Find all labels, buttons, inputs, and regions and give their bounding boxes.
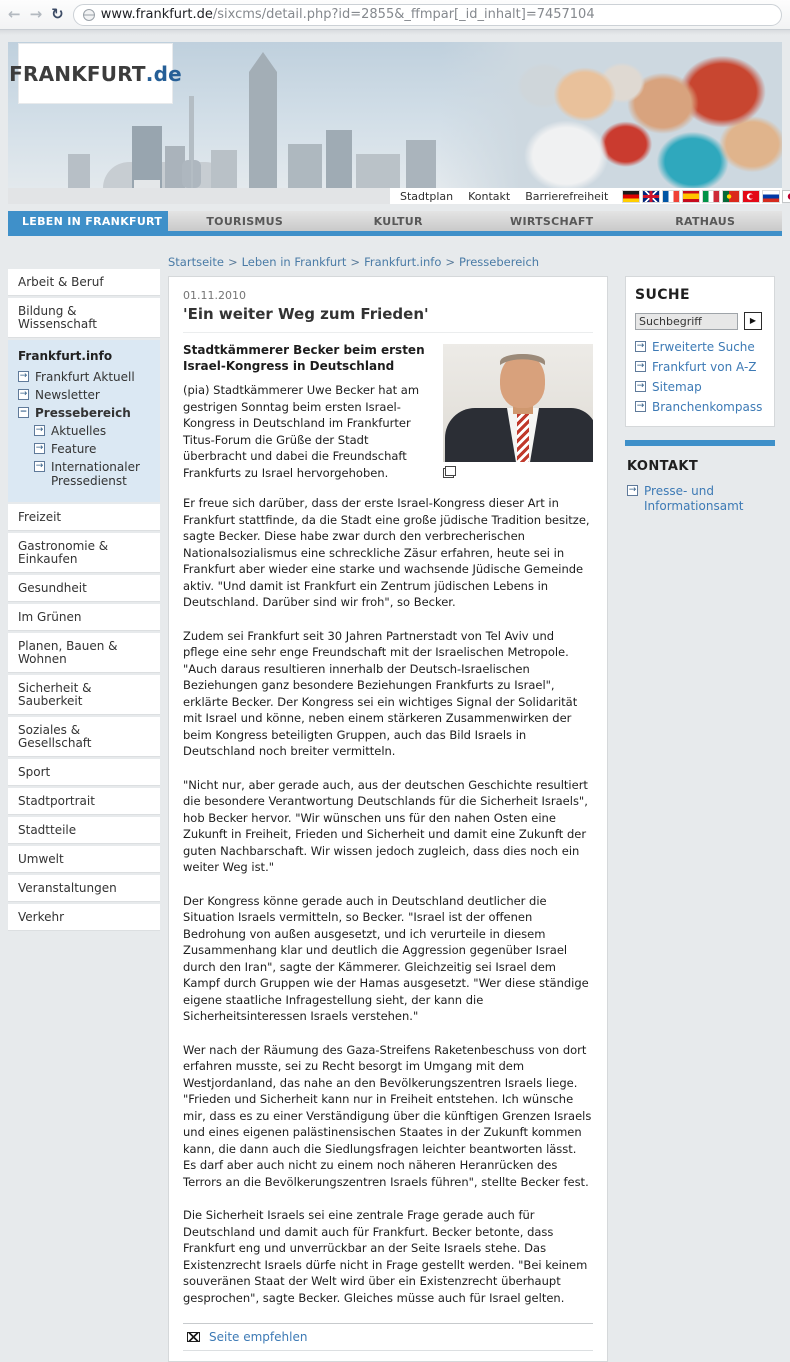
sidebar-item-pressebereich[interactable] xyxy=(18,406,152,420)
sidebar-section-title[interactable]: Frankfurt.info xyxy=(18,349,113,363)
search-link-label: Branchenkompass xyxy=(652,400,763,414)
flag-japan-icon[interactable] xyxy=(783,191,790,202)
search-link-label: Erweiterte Suche xyxy=(652,340,755,354)
sidebar-item-sicherheit-und-sauberkeit[interactable]: Sicherheit & Sauberkeit xyxy=(8,675,160,715)
link-arrow-icon xyxy=(627,485,638,496)
flag-italy-icon[interactable] xyxy=(703,191,719,202)
article-paragraph: Wer nach der Räumung des Gaza-Streifens Raketenbeschuss von dort erfahren musste, sei zu Recht besorgt im Umgang mit dem Westjordanland, das nahe an den Bevölkerungszentren Israels liege. "Frieden und Sicherheit kann nur in Freiheit entstehen. Ich wünsche mir, dass es zu einer Verständigung über die künftigen Grenzen Israels und eines eigenen palästinensischen Staates in der Zukunft kommen kann, die dann auch die Siedlungsfragen leichter beantworten lässt. Es darf aber auch nicht zu einem noch näheren Heranrücken des Terrors an die Bevölkerungszentren Israels führen", stellte Becker fest. xyxy=(183,1042,592,1189)
flag-spain-icon[interactable] xyxy=(683,191,699,202)
article-subheading: Stadtkämmerer Becker beim ersten Israel-Kongress in Deutschland xyxy=(183,343,425,373)
search-link-label: Frankfurt von A-Z xyxy=(652,360,757,374)
sidebar-item-frankfurt-aktuell[interactable] xyxy=(18,370,152,384)
flag-france-icon[interactable] xyxy=(663,191,679,202)
url-text xyxy=(101,7,595,22)
breadcrumb xyxy=(168,255,608,269)
language-flags xyxy=(623,191,790,202)
search-link-label: Sitemap xyxy=(652,380,702,394)
flag-portugal-icon[interactable] xyxy=(723,191,739,202)
url-path: /sixcms/detail.php?id=2855&_ffmpar[_id_inhalt]=7457104 xyxy=(212,7,595,22)
header-banner-image xyxy=(8,42,782,188)
sidebar-item-label: Frankfurt Aktuell xyxy=(35,370,135,384)
tab-kultur[interactable]: KULTUR xyxy=(373,214,423,228)
site-logo[interactable] xyxy=(9,44,182,103)
sidebar-item-im-gruenen[interactable]: Im Grünen xyxy=(8,604,160,631)
address-bar[interactable] xyxy=(73,4,782,26)
article-paragraph: Er freue sich darüber, dass der erste Israel-Kongress dieser Art in Frankfurt stattfinde, da die Stadt eine große jüdische Tradition besitze, sagte Becker. Diese habe zwar durch den verbrecherischen Nationalsozialismus eine schreckliche Zäsur erfahren, heute sei in Frankfurt aber wieder eine starke und wachsende Jüdische Gemeinde aktiv. "Und damit ist Frankfurt ein Zentrum jüdischen Lebens in Deutschland. Darüber sind wir froh", so Becker. xyxy=(183,496,590,609)
search-heading: SUCHE xyxy=(635,287,691,303)
sidebar-item-freizeit[interactable]: Freizeit xyxy=(8,504,160,531)
flag-germany-icon[interactable] xyxy=(623,191,639,202)
flag-russia-icon[interactable] xyxy=(763,191,779,202)
utility-link-kontakt[interactable]: Kontakt xyxy=(468,189,511,203)
portrait-hair xyxy=(500,354,545,370)
sidebar-item-aktuelles[interactable] xyxy=(34,424,152,438)
tab-leben-in-frankfurt[interactable]: LEBEN IN FRANKFURT xyxy=(8,211,168,231)
link-arrow-icon xyxy=(34,443,45,454)
skyline-building xyxy=(68,154,90,188)
skyline-building xyxy=(288,144,322,188)
left-sidebar xyxy=(8,269,160,933)
sidebar-item-newsletter[interactable] xyxy=(18,388,152,402)
sidebar-item-stadtteile[interactable]: Stadtteile xyxy=(8,817,160,844)
chrome-divider xyxy=(0,30,790,35)
tv-tower-icon xyxy=(191,154,193,188)
kontakt-heading: KONTAKT xyxy=(627,459,699,474)
enlarge-image-icon[interactable] xyxy=(443,466,456,478)
breadcrumb-leben-in-frankfurt[interactable]: Leben in Frankfurt xyxy=(241,255,347,269)
flag-united-kingdom-icon[interactable] xyxy=(643,191,659,202)
forward-button[interactable]: → xyxy=(29,5,43,23)
sidebar-item-gesundheit[interactable]: Gesundheit xyxy=(8,575,160,602)
skyline-building xyxy=(356,154,400,188)
utility-link-stadtplan[interactable]: Stadtplan xyxy=(400,189,454,203)
search-input[interactable] xyxy=(635,313,738,330)
page-title: 'Ein weiter Weg zum Frieden' xyxy=(183,305,593,333)
sidebar-item-stadtportrait[interactable]: Stadtportrait xyxy=(8,788,160,815)
search-link-sitemap[interactable] xyxy=(635,380,765,394)
sidebar-item-veranstaltungen[interactable]: Veranstaltungen xyxy=(8,875,160,902)
sidebar-item-soziales-und-gesellschaft[interactable]: Soziales & Gesellschaft xyxy=(8,717,160,757)
kontakt-link-presse-und-informationsamt[interactable] xyxy=(627,484,775,514)
sidebar-item-label: Aktuelles xyxy=(51,424,107,438)
link-arrow-icon xyxy=(635,341,646,352)
sidebar-item-internationaler-pressedienst[interactable] xyxy=(34,460,152,488)
reload-button[interactable]: ↻ xyxy=(51,5,64,23)
sidebar-item-bildung-und-wissenschaft[interactable]: Bildung & Wissenschaft xyxy=(8,298,160,338)
search-link-branchenkompass[interactable] xyxy=(635,400,765,414)
skyline-building xyxy=(134,180,160,188)
article-paragraph: Die Sicherheit Israels sei eine zentrale Frage gerade auch für Deutschland und damit auch für Frankfurt. Becker betonte, dass Frankfurt eng und unverrückbar an der Seite Israels stehe. Das Existenzrecht Israels dürfe nicht in Frage gestellt werden. "Bei keinem souveränen Staat der Welt wird über ein Existenzrecht überhaupt gesprochen", sagte Becker. Gleiches müsse auch für Israel gelten. xyxy=(183,1208,588,1305)
browser-toolbar xyxy=(0,0,790,30)
article xyxy=(168,276,608,1362)
globe-icon xyxy=(83,9,95,21)
portrait-tie xyxy=(517,414,529,462)
kontakt-link-label: Presse- und Informationsamt xyxy=(644,484,744,513)
utility-link-barrierefreiheit[interactable]: Barrierefreiheit xyxy=(525,189,609,203)
content-area xyxy=(8,255,782,1362)
flag-turkey-icon[interactable] xyxy=(743,191,759,202)
link-arrow-icon xyxy=(18,389,29,400)
sidebar-item-feature[interactable] xyxy=(34,442,152,456)
article-paragraph: Der Kongress könne gerade auch in Deutschland deutlicher die Situation Israels vermitteln, so Becker. "Israel ist der offenen Bedrohung von außen ausgesetzt, und ich verurteile in diesem Zusammenhang klar und deutlich die Aggression gegenüber Israel durch den Iran", sagte der Kämmerer. Gleichzeitig sei Israel dem Kampf durch Gruppen wie der Hamas ausgesetzt. "Wer diese ständige eigene staatliche Infragestellung sieht, der kann die Sicherheitsinteressen Israels verstehen." xyxy=(183,893,589,1023)
sidebar-item-gastronomie-und-einkaufen[interactable]: Gastronomie & Einkaufen xyxy=(8,533,160,573)
article-date: 01.11.2010 xyxy=(183,289,246,302)
article-paragraph: Zudem sei Frankfurt seit 30 Jahren Partnerstadt von Tel Aviv und pflege eine sehr enge Freundschaft mit der Israelischen Metropole. "Auch daraus resultieren innerhalb der Deutsch-Israelischen Beziehungen ganz besondere Beziehungen Frankfurts zu Israel", erklärte Becker. Der Kongress sei ein wichtiges Signal der Solidarität mit Israel und könne, neben einem stärkeren Zusammenwirken der beim Kongress beteiligten Gruppen, auch das Bild Israels in Deutschland noch breiter vermitteln. xyxy=(183,628,578,758)
breadcrumb-separator: > xyxy=(350,255,361,269)
link-arrow-icon xyxy=(635,401,646,412)
envelope-icon xyxy=(187,1332,200,1342)
logo-suffix: .de xyxy=(145,61,182,86)
skyline-building xyxy=(211,150,237,188)
sidebar-item-planen-bauen-und-wohnen[interactable]: Planen, Bauen & Wohnen xyxy=(8,633,160,673)
utility-links xyxy=(390,188,782,204)
tab-wirtschaft[interactable]: WIRTSCHAFT xyxy=(510,214,594,228)
right-sidebar xyxy=(625,276,775,514)
article-lead: (pia) Stadtkämmerer Uwe Becker hat am gestrigen Sonntag beim ersten Israel-Kongress in Deutschland im Frankfurter Titus-Forum die Grüße der Stadt überbracht und dabei die Freundschaft Frankfurts zu Israel hervorgehoben. xyxy=(183,383,420,480)
sidebar-item-label: Feature xyxy=(51,442,97,456)
breadcrumb-pressebereich[interactable]: Pressebereich xyxy=(459,255,540,269)
article-photo-wrap xyxy=(443,344,593,478)
messeturm-building xyxy=(249,52,277,72)
sidebar-item-label: Internationaler Pressedienst xyxy=(51,460,140,488)
skyline-building xyxy=(326,130,352,188)
sidebar-item-label: Pressebereich xyxy=(35,406,131,420)
article-paragraph: "Nicht nur, aber gerade auch, aus der deutschen Geschichte resultiert die besondere Verantwortung Deutschlands für die Sicherheit Israels", hob Becker hervor. "Wir wünschen uns für den nahen Osten eine Zukunft in Freiheit, Frieden und Sicherheit und damit eine Zukunft der guten Nachbarschaft. Wir wissen jedoch zugleich, dass dies noch ein weiter Weg ist." xyxy=(183,777,588,874)
link-arrow-icon xyxy=(635,361,646,372)
breadcrumb-separator: > xyxy=(445,255,456,269)
search-link-erweiterte-suche[interactable] xyxy=(635,340,765,354)
link-arrow-icon xyxy=(34,461,45,472)
sidebar-item-umwelt[interactable]: Umwelt xyxy=(8,846,160,873)
collapse-icon[interactable] xyxy=(18,407,29,418)
url-domain: www.frankfurt.de xyxy=(100,7,213,22)
skyline-building xyxy=(132,126,162,188)
tab-rathaus[interactable]: RATHAUS xyxy=(675,214,736,228)
back-button[interactable]: ← xyxy=(8,5,21,23)
search-panel xyxy=(625,276,775,427)
breadcrumb-frankfurt-info[interactable]: Frankfurt.info xyxy=(364,255,442,269)
sidebar-item-sport[interactable]: Sport xyxy=(8,759,160,786)
link-arrow-icon xyxy=(635,381,646,392)
breadcrumb-separator: > xyxy=(227,255,238,269)
breadcrumb-startseite[interactable]: Startseite xyxy=(168,255,224,269)
sidebar-item-label: Newsletter xyxy=(35,388,100,402)
main-navigation xyxy=(8,211,782,236)
search-row xyxy=(635,312,765,330)
link-arrow-icon xyxy=(34,425,45,436)
main-column xyxy=(168,255,608,1362)
utility-bar xyxy=(8,188,782,204)
recommend-page-bar xyxy=(183,1323,593,1351)
tab-tourismus[interactable]: TOURISMUS xyxy=(206,214,284,228)
search-link-frankfurt-von-a-z[interactable] xyxy=(635,360,765,374)
sidebar-item-arbeit-und-beruf[interactable]: Arbeit & Beruf xyxy=(8,269,160,296)
link-arrow-icon xyxy=(18,371,29,382)
search-submit-button[interactable]: ▶ xyxy=(744,312,762,330)
recommend-page-link[interactable]: Seite empfehlen xyxy=(209,1330,308,1344)
logo-text: FRANKFURT xyxy=(9,61,146,86)
people-photo xyxy=(410,42,782,188)
page-container xyxy=(8,42,782,1362)
article-photo xyxy=(443,344,593,462)
sidebar-section-frankfurt-info xyxy=(8,340,160,502)
sidebar-item-verkehr[interactable]: Verkehr xyxy=(8,904,160,931)
messeturm-building xyxy=(249,72,277,188)
section-divider xyxy=(625,440,775,446)
